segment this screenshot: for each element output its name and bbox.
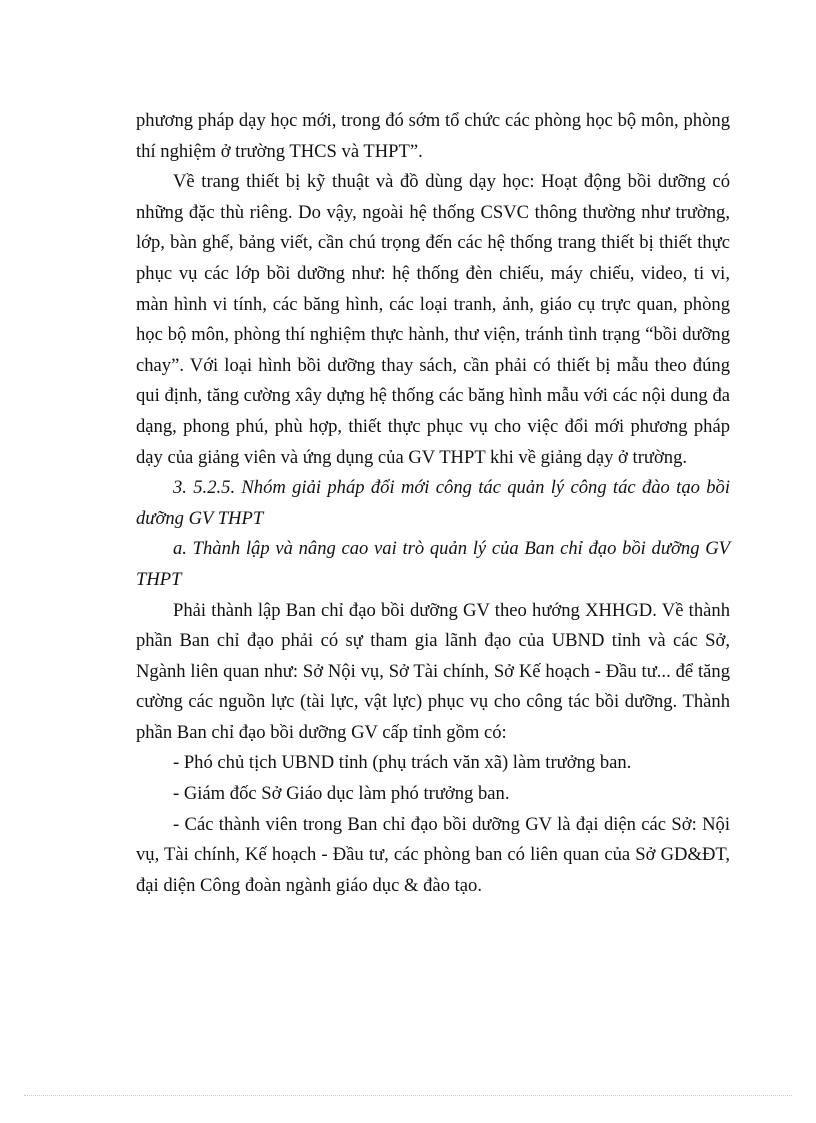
paragraph-committee-composition: Phải thành lập Ban chỉ đạo bồi dưỡng GV theo hướng XHHGD. Về thành phần Ban chỉ đạo phải có sự tham gia lãnh đạo của UBND tỉnh và các Sở, Ngành liên quan như: Sở Nội vụ, Sở Tài chính, Sở Kế hoạch - Đầu tư... để tăng cường các nguồn lực (tài lực, vật lực) phục vụ cho công tác bồi dưỡng. Thành phần Ban chỉ đạo bồi dưỡng GV cấp tỉnh gồm có: [136, 599, 730, 743]
paragraph-continuation: phương pháp dạy học mới, trong đó sớm tổ chức các phòng học bộ môn, phòng thí nghiệm ở trường THCS và THPT”. [136, 110, 730, 162]
paragraph-equipment: Về trang thiết bị kỹ thuật và đồ dùng dạy học: Hoạt động bồi dưỡng có những đặc thù riêng. Do vậy, ngoài hệ thống CSVC thông thường như trường, lớp, bàn ghế, bảng viết, cần chú trọng đến các hệ thống trang thiết bị thiết thực phục vụ các lớp bồi dưỡng như: hệ thống đèn chiếu, máy chiếu, video, ti vi, màn hình vi tính, các băng hình, các loại tranh, ảnh, giáo cụ trực quan, phòng học bộ môn, phòng thí nghiệm thực hành, thư viện, tránh tình trạng “bồi dưỡng chay”. Với loại hình bồi dưỡng thay sách, cần phải có thiết bị mẫu theo đúng qui định, tăng cường xây dựng hệ thống các băng hình mẫu với các nội dung đa dạng, phong phú, phù hợp, thiết thực phục vụ cho việc đổi mới phương pháp dạy của giảng viên và ứng dụng của GV THPT khi về giảng dạy ở trường. [136, 171, 730, 468]
list-item: - Giám đốc Sở Giáo dục làm phó trưởng ban. [173, 783, 510, 805]
document-body [136, 106, 730, 901]
subsection-heading-steering-committee: a. Thành lập và nâng cao vai trò quản lý của Ban chỉ đạo bồi dưỡng GV THPT [136, 538, 730, 590]
footer-divider [24, 1095, 792, 1096]
list-item: - Phó chủ tịch UBND tỉnh (phụ trách văn xã) làm trưởng ban. [173, 752, 632, 774]
section-heading-management: 3. 5.2.5. Nhóm giải pháp đổi mới công tác quản lý công tác đào tạo bồi dưỡng GV THPT [136, 477, 730, 529]
list-item: - Các thành viên trong Ban chỉ đạo bồi dưỡng GV là đại diện các Sở: Nội vụ, Tài chính, Kế hoạch - Đầu tư, các phòng ban có liên quan của Sở GD&ĐT, đại diện Công đoàn ngành giáo dục & đào tạo. [136, 813, 730, 896]
